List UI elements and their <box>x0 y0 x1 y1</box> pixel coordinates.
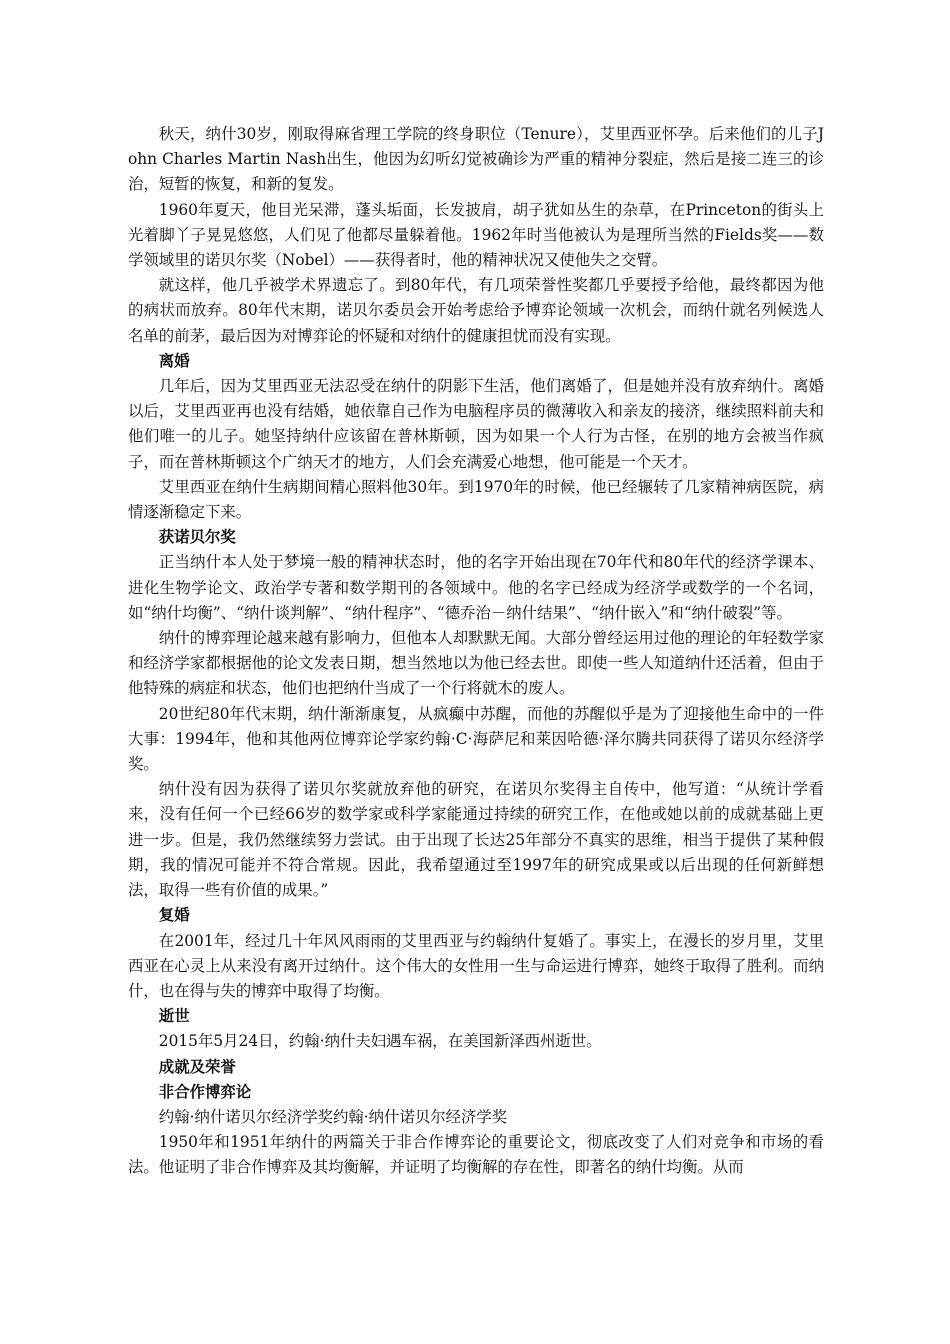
paragraph: 纳什没有因为获得了诺贝尔奖就放弃他的研究，在诺贝尔奖得主自传中，他写道：“从统计学看来，没有任何一个已经66岁的数学家或科学家能通过持续的研究工作，在他或她以前的成就基础上更进一步。但是，我仍然继续努力尝试。由于出现了长达25年部分不真实的思维，相当于提供了某种假期，我的情况可能并不符合常规。因此，我希望通过至1997年的研究成果或以后出现的任何新鲜想法，取得一些有价值的成果。” <box>128 780 824 900</box>
paragraph: 秋天，纳什30岁，刚取得麻省理工学院的终身职位（Tenure），艾里西亚怀孕。后来他们的儿子John Charles Martin Nash出生，他因为幻听幻觉被确诊为严重的精神分裂症，然后是接二连三的诊治，短暂的恢复，和新的复发。 <box>128 125 824 194</box>
paragraph: 就这样，他几乎被学术界遗忘了。到80年代，有几项荣誉性奖都几乎要授予给他，最终都因为他的病状而放弃。80年代末期，诺贝尔委员会开始考虑给予博弈论领域一次机会，而纳什就名列候选人名单的前茅，最后因为对博弈论的怀疑和对纳什的健康担忧而没有实现。 <box>128 276 824 345</box>
section-heading-remarriage: 复婚 <box>158 906 190 925</box>
section-heading-nobel-prize: 获诺贝尔奖 <box>158 528 236 547</box>
paragraph: 几年后，因为艾里西亚无法忍受在纳什的阴影下生活，他们离婚了，但是她并没有放弃纳什。离婚以后，艾里西亚再也没有结婚，她依靠自己作为电脑程序员的微薄收入和亲友的接济，继续照料前夫和他们唯一的儿子。她坚持纳什应该留在普林斯顿，因为如果一个人行为古怪，在别的地方会被当作疯子，而在普林斯顿这个广纳天才的地方，人们会充满爱心地想，他可能是一个天才。 <box>128 377 824 471</box>
paragraph: 在2001年，经过几十年风风雨雨的艾里西亚与约翰纳什复婚了。事实上，在漫长的岁月里，艾里西亚在心灵上从来没有离开过纳什。这个伟大的女性用一生与命运进行博弈，她终于取得了胜利。而纳什，也在得与失的博弈中取得了均衡。 <box>128 931 824 1000</box>
paragraph: 正当纳什本人处于梦境一般的精神状态时，他的名字开始出现在70年代和80年代的经济学课本、进化生物学论文、政治学专著和数学期刊的各领域中。他的名字已经成为经济学或数学的一个名词，如“纳什均衡”、“纳什谈判解”、“纳什程序”、“德乔治－纳什结果”、“纳什嵌入”和“纳什破裂”等。 <box>128 553 824 622</box>
paragraph: 约翰·纳什诺贝尔经济学奖约翰·纳什诺贝尔经济学奖 <box>158 1107 508 1126</box>
paragraph: 2015年5月24日，约翰·纳什夫妇遇车祸，在美国新泽西州逝世。 <box>158 1032 602 1051</box>
section-heading-death: 逝世 <box>158 1007 190 1026</box>
paragraph: 20世纪80年代末期，纳什渐渐康复，从疯癫中苏醒，而他的苏醒似乎是为了迎接他生命中的一件大事：1994年，他和其他两位博弈论学家约翰·C·海萨尼和莱因哈德·泽尔腾共同获得了诺贝尔经济学奖。 <box>128 704 824 774</box>
paragraph: 纳什的博弈理论越来越有影响力，但他本人却默默无闻。大部分曾经运用过他的理论的年轻数学家和经济学家都根据他的论文发表日期，想当然地以为他已经去世。即使一些人知道纳什还活着，但由于他特殊的病症和状态，他们也把纳什当成了一个行将就木的废人。 <box>128 629 824 698</box>
paragraph: 1960年夏天，他目光呆滞，蓬头垢面，长发披肩，胡子犹如丛生的杂草，在Princeton的街头上光着脚丫子晃晃悠悠，人们见了他都尽量躲着他。1962年时当他被认为是理所当然的Fields奖——数学领域里的诺贝尔奖（Nobel）——获得者时，他的精神状况又使他失之交臂。 <box>128 200 824 270</box>
section-heading-noncooperative-game-theory: 非合作博弈论 <box>158 1082 252 1101</box>
section-heading-divorce: 离婚 <box>158 351 190 370</box>
section-heading-achievements: 成就及荣誉 <box>158 1057 236 1076</box>
document-page <box>128 122 824 1181</box>
paragraph: 艾里西亚在纳什生病期间精心照料他30年。到1970年的时候，他已经辗转了几家精神病医院，病情逐渐稳定下来。 <box>128 477 824 522</box>
paragraph: 1950年和1951年纳什的两篇关于非合作博弈论的重要论文，彻底改变了人们对竞争和市场的看法。他证明了非合作博弈及其均衡解，并证明了均衡解的存在性，即著名的纳什均衡。从而 <box>128 1133 824 1177</box>
